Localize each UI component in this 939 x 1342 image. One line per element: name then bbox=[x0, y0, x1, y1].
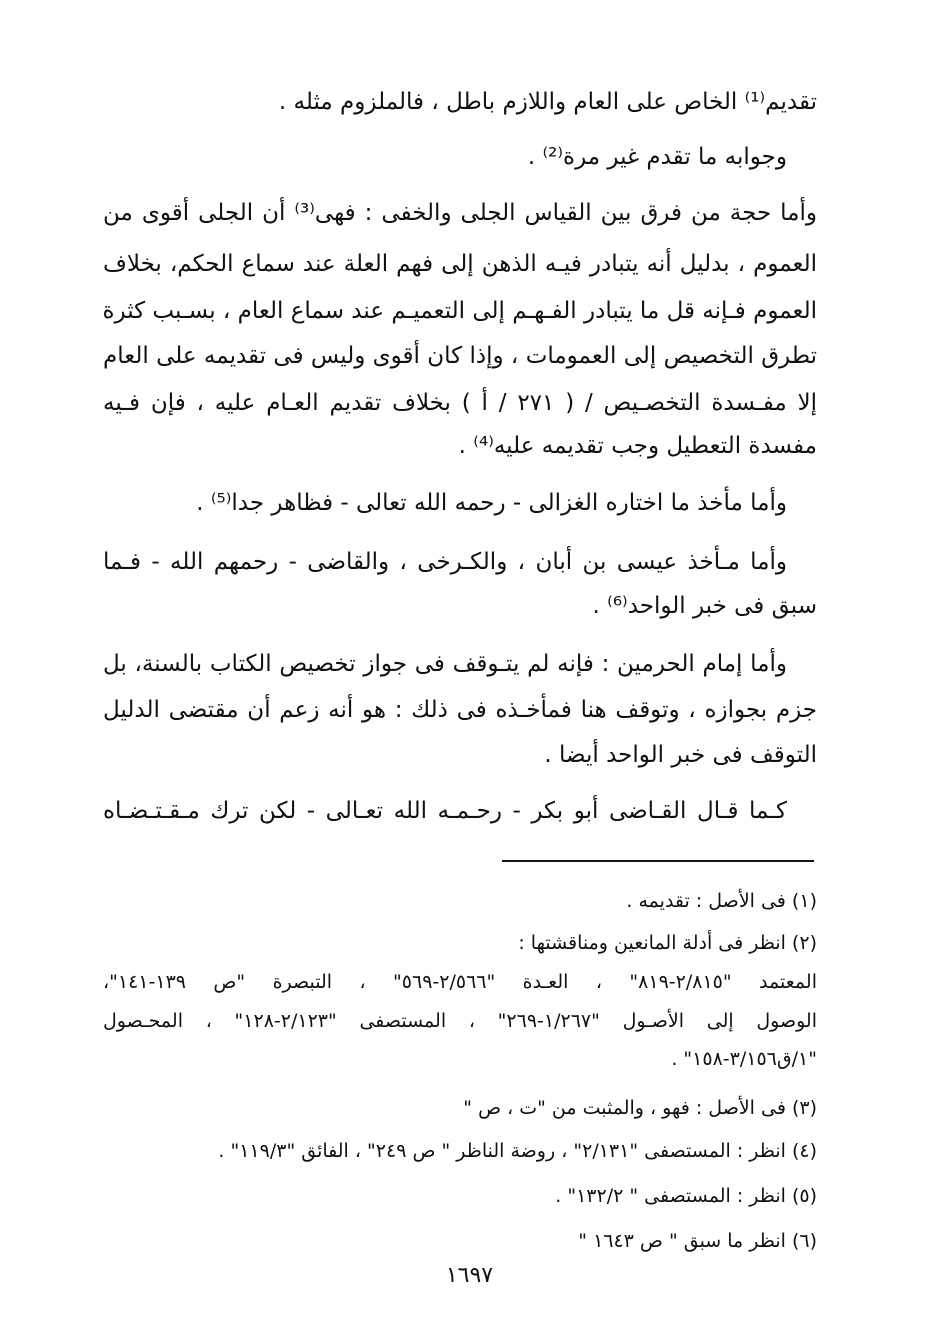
body-line: وأما إمام الحرمين : فإنه لم يتـوقف فى جواز تخصيص الكتاب بالسنة، بل bbox=[103, 651, 787, 677]
body-line: تقديم⁽¹⁾ الخاص على العام واللازم باطل ، فالملزوم مثله . bbox=[278, 89, 817, 115]
body-line: العموم ، بدليل أنه يتبادر فيـه الذهن إلى فهم العلة عند سماع الحكم، بخلاف bbox=[103, 251, 817, 277]
body-line: جزم بجوازه ، وتوقف هنا فمأخـذه فى ذلك : هو أنه زعم أن مقتضى الدليل bbox=[103, 697, 817, 723]
body-line: وأما مأخذ ما اختاره الغزالى - رحمه الله تعالى - فظاهر جدا⁽⁵⁾ . bbox=[196, 490, 787, 516]
footnote-line: (٢) انظر فى أدلة المانعين ومناقشتها : bbox=[518, 932, 817, 954]
body-line: وجوابه ما تقدم غير مرة⁽²⁾ . bbox=[527, 144, 787, 170]
footnote-line: المعتمد "٢/٨١٥-٨١٩" ، العـدة "٢/٥٦٦-٥٦٩" ، التبصرة "ص ١٣٩-١٤١"، bbox=[103, 971, 817, 993]
footnote-line: (٦) انظر ما سبق " ص ١٦٤٣ " bbox=[578, 1230, 817, 1252]
body-line: العموم فـإنه قل ما يتبادر الفـهـم إلى التعميـم عند سماع العام ، بسـبب كثرة bbox=[102, 298, 817, 324]
footnote-line: "١/ق٣/١٥٦-١٥٨" . bbox=[671, 1048, 817, 1070]
body-line: تطرق التخصيص إلى العمومات ، وإذا كان أقوى وليس فى تقديمه على العام bbox=[103, 343, 817, 369]
body-line: كـما قـال القـاضى أبو بكر - رحـمـه الله تعـالى - لكن ترك مـقـتـضـاه bbox=[103, 798, 787, 824]
footnote-line: (٤) انظر : المستصفى "٢/١٣١" ، روضة الناظر " ص ٢٤٩" ، الفائق "١١٩/٣" . bbox=[218, 1140, 817, 1162]
footnote-line: (٥) انظر : المستصفى " ١٣٢/٢" . bbox=[555, 1185, 817, 1207]
page-number: ١٦٩٧ bbox=[445, 1263, 494, 1288]
body-line: سبق فى خبر الواحد⁽⁶⁾ . bbox=[592, 593, 817, 619]
footnote-line: (١) فى الأصل : تقديمه . bbox=[626, 890, 817, 912]
body-line: إلا مفـسدة التخصـيص / ( ٢٧١ / أ ) بخلاف تقديم العـام عليه ، فإن فـيه bbox=[103, 390, 818, 416]
footnote-line: (٣) فى الأصل : فهو ، والمثبت من "ت ، ص " bbox=[463, 1097, 817, 1119]
body-line: وأما حجة من فرق بين القياس الجلى والخفى : فهى⁽³⁾ أن الجلى أقوى من bbox=[103, 200, 817, 226]
body-line: وأما مـأخذ عيسى بن أبان ، والكـرخى ، والقاضى - رحمهم الله - فـما bbox=[103, 549, 787, 575]
footnote-line: الوصول إلى الأصـول "١/٢٦٧-٢٦٩" ، المستصفى "٢/١٢٣-١٢٨" ، المحـصول bbox=[103, 1010, 817, 1032]
footnote-separator bbox=[502, 860, 814, 862]
body-line: التوقف فى خبر الواحد أيضا . bbox=[544, 742, 817, 768]
body-line: مفسدة التعطيل وجب تقديمه عليه⁽⁴⁾ . bbox=[458, 433, 817, 459]
